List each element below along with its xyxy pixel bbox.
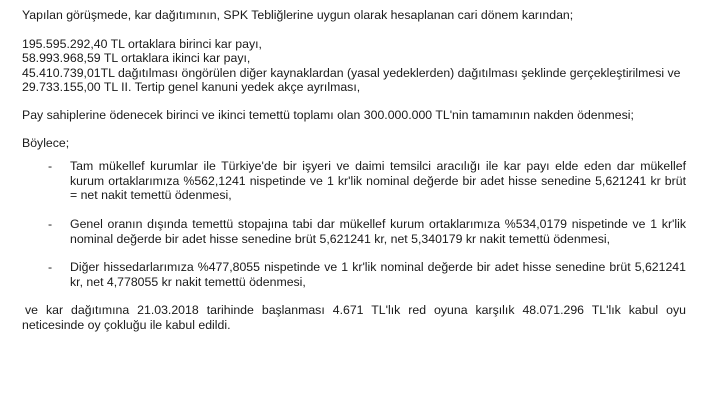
intro-paragraph: Yapılan görüşmede, kar dağıtımının, SPK Tebliğlerine uygun olarak hesaplanan cari dönem karından; xyxy=(22,8,574,22)
bullet-text: Diğer hissedarlarımıza %477,8055 nispetinde ve 1 kr'lik nominal değerde bir adet hisse senedine brüt 5,621241 kr, net 4,778055 kr nakit temettü ödenmesi, xyxy=(70,260,686,289)
allocation-second-dividend: 58.993.968,59 TL ortaklara ikinci kar payı, xyxy=(22,51,251,66)
allocation-other-sources: 45.410.739,01TL dağıtılması öngörülen diğer kaynaklardan (yasal yedeklerden) dağıtılması şeklinde gerçekleştirilmesi ve xyxy=(22,65,681,80)
list-item xyxy=(22,217,686,246)
bullet-text: Genel oranın dışında temettü stopajına tabi dar mükellef kurum ortaklarımıza %534,0179 nispetinde ve 1 kr'lik nominal değerde bir adet hisse senedine brüt 5,621241 kr, net 5,340179 kr nakit temettü ödenmesi, xyxy=(70,216,686,246)
dividend-bullet-list xyxy=(22,159,686,289)
allocation-legal-reserve: 29.733.155,00 TL II. Tertip genel kanuni yedek akçe ayrılması, xyxy=(22,80,361,95)
bullet-dash: - xyxy=(48,159,53,174)
closing-paragraph: ve kar dağıtımına 21.03.2018 tarihinde başlanması 4.671 TL'lık red oyuna karşılık 48.071.296 TL'lık kabul oyu neticesinde oy çokluğu ile kabul edildi. xyxy=(22,303,686,332)
list-item xyxy=(22,260,686,289)
payout-paragraph: Pay sahiplerine ödenecek birinci ve ikinci temettü toplamı olan 300.000.000 TL'nin tamamının nakden ödenmesi; xyxy=(22,107,634,122)
bullet-dash: - xyxy=(48,216,53,231)
allocation-first-dividend: 195.595.292,40 TL ortaklara birinci kar payı, xyxy=(22,36,262,51)
bullet-dash: - xyxy=(48,260,53,275)
document-body xyxy=(22,8,686,333)
bullet-text: Tam mükellef kurumlar ile Türkiye'de bir işyeri ve daimi temsilci aracılığı ile kar payı elde eden dar mükellef kurum ortaklarımıza %562,1241 nispetinde ve 1 kr'lik nominal değerde bir adet hisse senedine 5,621241 kr brüt = net nakit temettü ödenmesi, xyxy=(70,159,686,203)
list-item xyxy=(22,159,686,203)
allocation-list xyxy=(22,37,686,95)
boylece-label: Böylece; xyxy=(22,135,70,150)
